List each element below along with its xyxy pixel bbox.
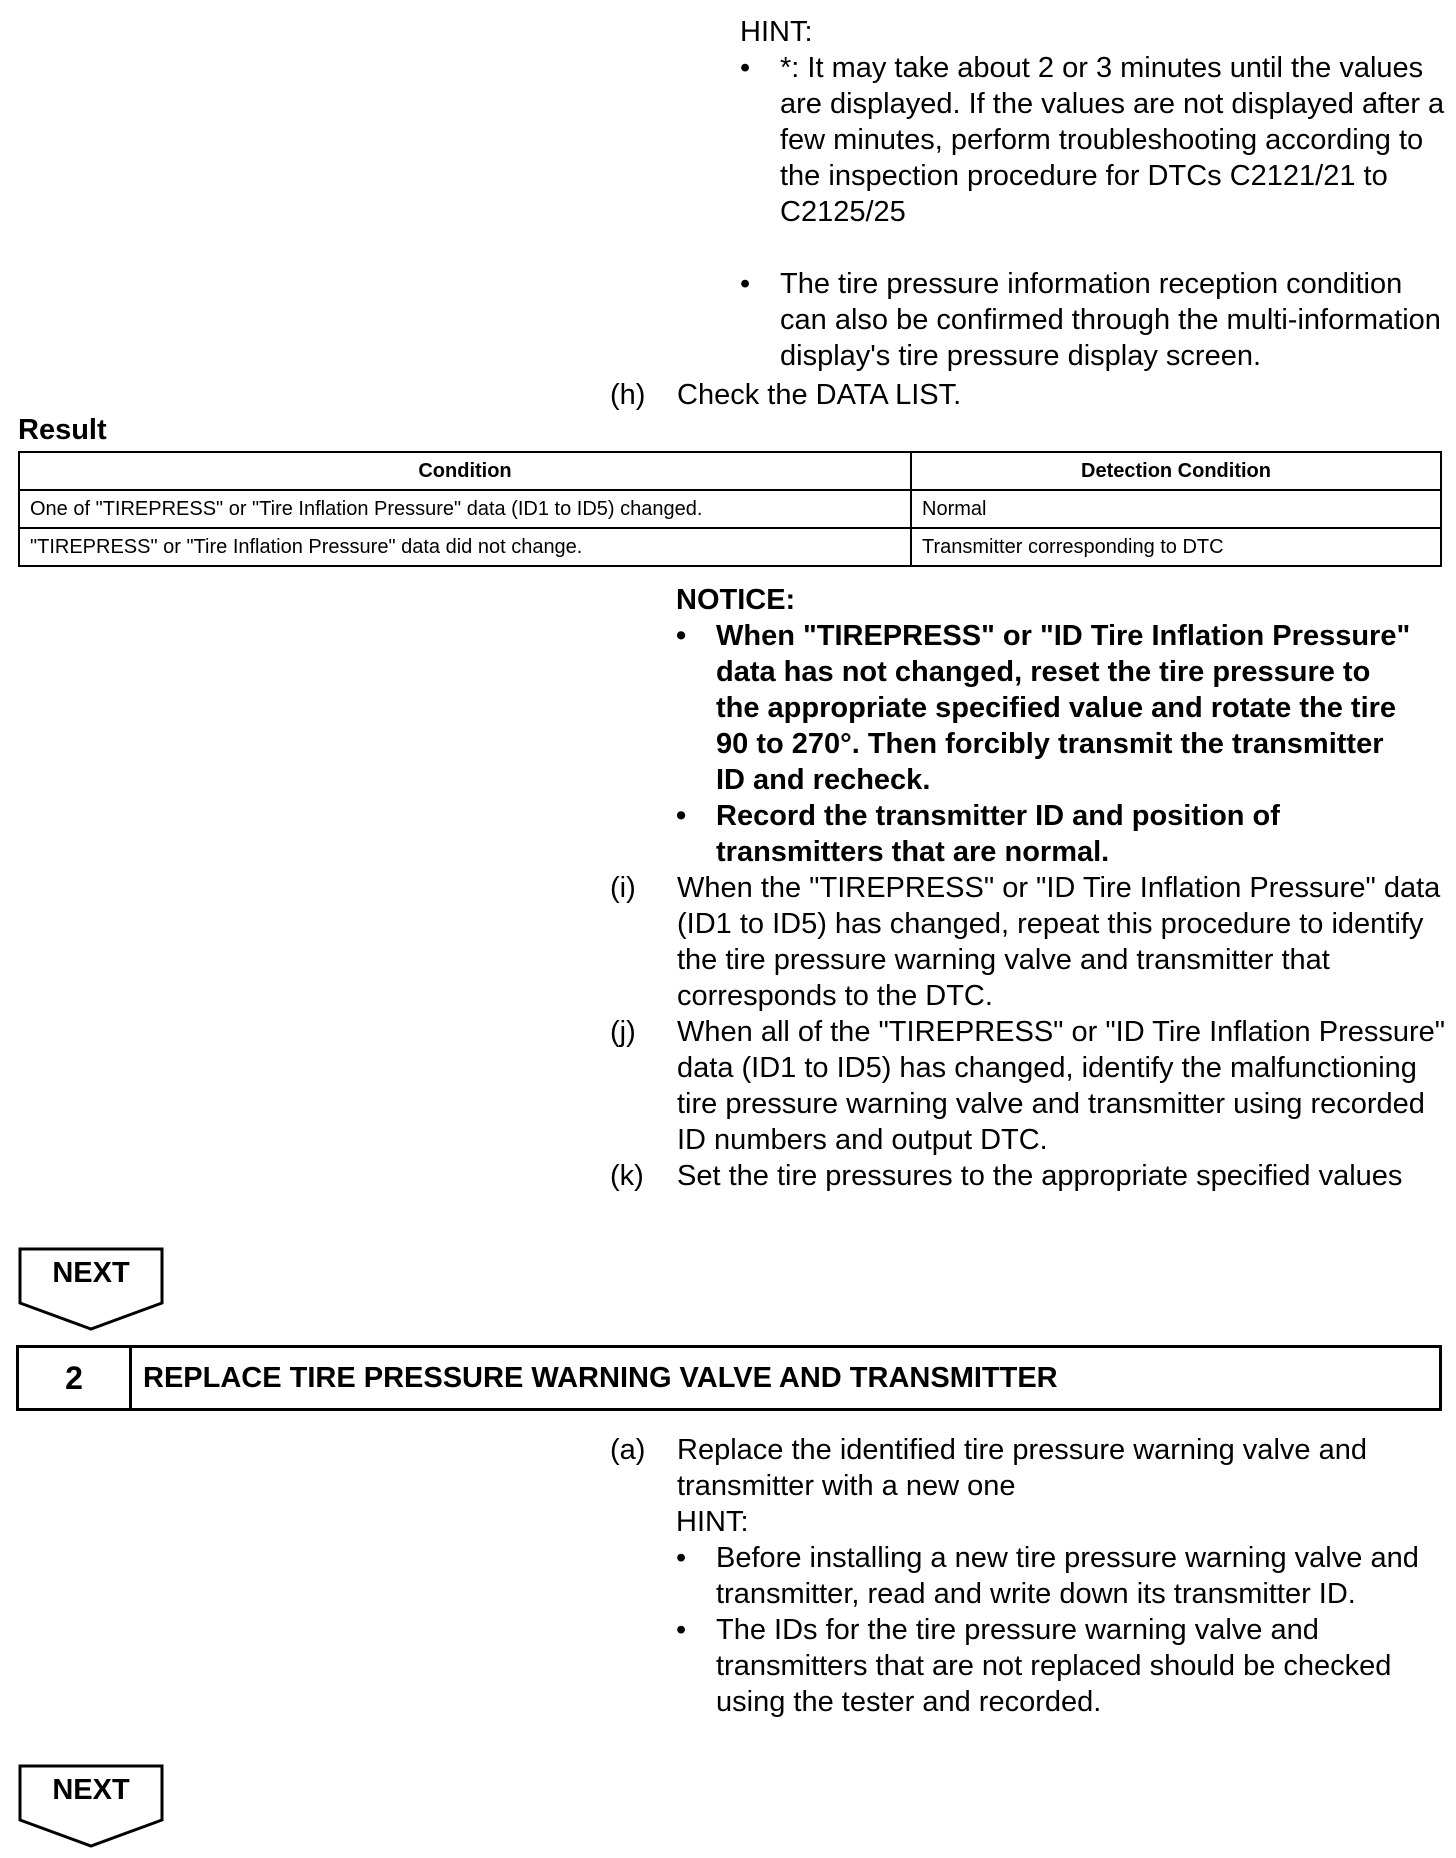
bullet-icon: • [740,268,751,300]
hint-bullet-text: The IDs for the tire pressure warning valve and transmitters that are not replaced should be checked using the tester and recorded. [716,1614,1392,1718]
next-button-label: NEXT [52,1257,130,1289]
hint-bullet-text: Before installing a new tire pressure warning valve and transmitter, read and write down its transmitter ID. [716,1542,1419,1610]
next-button[interactable] [18,1764,164,1848]
step-marker: (j) [610,1016,636,1048]
step-marker: (i) [610,872,636,904]
hint-bullet-text: The tire pressure information reception condition can also be confirmed through the multi-information display's tire pressure display screen. [780,268,1441,372]
step-text: When all of the "TIREPRESS" or "ID Tire Inflation Pressure" data (ID1 to ID5) has changed, identify the malfunctioning tire pressure warning valve and transmitter using recorded ID numbers and output DTC. [677,1016,1446,1156]
step-text: Check the DATA LIST. [677,379,962,411]
notice-bullet-text: When "TIREPRESS" or "ID Tire Inflation Pressure" data has not changed, reset the tire pressure to the appropriate specified value and rotate the tire 90 to 270°. Then forcibly transmit the transmitter ID and recheck. [716,620,1411,796]
table-row [19,528,1441,566]
result-title: Result [18,414,107,446]
column-header-detection: Detection Condition [911,452,1441,490]
table-row [19,490,1441,528]
hint-bullet [740,266,1456,374]
bullet-icon: • [676,1614,687,1646]
bullet-icon: • [740,52,751,84]
section-number: 2 [19,1348,132,1408]
section-header [16,1345,1442,1411]
step-marker: (a) [610,1434,646,1466]
column-header-condition: Condition [19,452,911,490]
hint-bullet-text: *: It may take about 2 or 3 minutes until the values are displayed. If the values are not displayed after a few minutes, perform troubleshooting according to the inspection procedure for DTCs C2121/21 to C2125/25 [780,52,1445,228]
notice-bullet-text: Record the transmitter ID and position of transmitters that are normal. [716,800,1280,868]
bullet-icon: • [676,620,687,652]
section-title: REPLACE TIRE PRESSURE WARNING VALVE AND TRANSMITTER [143,1362,1058,1394]
hint-label: HINT: [740,16,813,48]
hint-bullet [740,50,1456,230]
hint-bullet [676,1540,1436,1612]
step-text: Set the tire pressures to the appropriate specified values [677,1160,1403,1192]
hint-list [740,50,1456,374]
table-cell: "TIREPRESS" or "Tire Inflation Pressure" data did not change. [19,528,911,566]
result-table [18,451,1442,567]
notice-label: NOTICE: [676,584,796,616]
bullet-icon: • [676,1542,687,1574]
hint-bullet [676,1612,1436,1720]
bullet-icon: • [676,800,687,832]
next-button[interactable] [18,1247,164,1331]
hint-list [676,1540,1436,1720]
step-marker: (k) [610,1160,644,1192]
step-marker: (h) [610,379,646,411]
notice-bullet [676,618,1416,798]
table-cell: One of "TIREPRESS" or "Tire Inflation Pressure" data (ID1 to ID5) changed. [19,490,911,528]
step-text: Replace the identified tire pressure warning valve and transmitter with a new one [677,1434,1367,1502]
table-header-row [19,452,1441,490]
step-text: When the "TIREPRESS" or "ID Tire Inflation Pressure" data (ID1 to ID5) has changed, repeat this procedure to identify the tire pressure warning valve and transmitter that corresponds to the DTC. [677,872,1441,1012]
next-button-label: NEXT [52,1774,130,1806]
hint-label: HINT: [676,1506,749,1538]
notice-list [676,618,1416,870]
notice-bullet [676,798,1416,870]
table-cell: Normal [911,490,1441,528]
table-cell: Transmitter corresponding to DTC [911,528,1441,566]
